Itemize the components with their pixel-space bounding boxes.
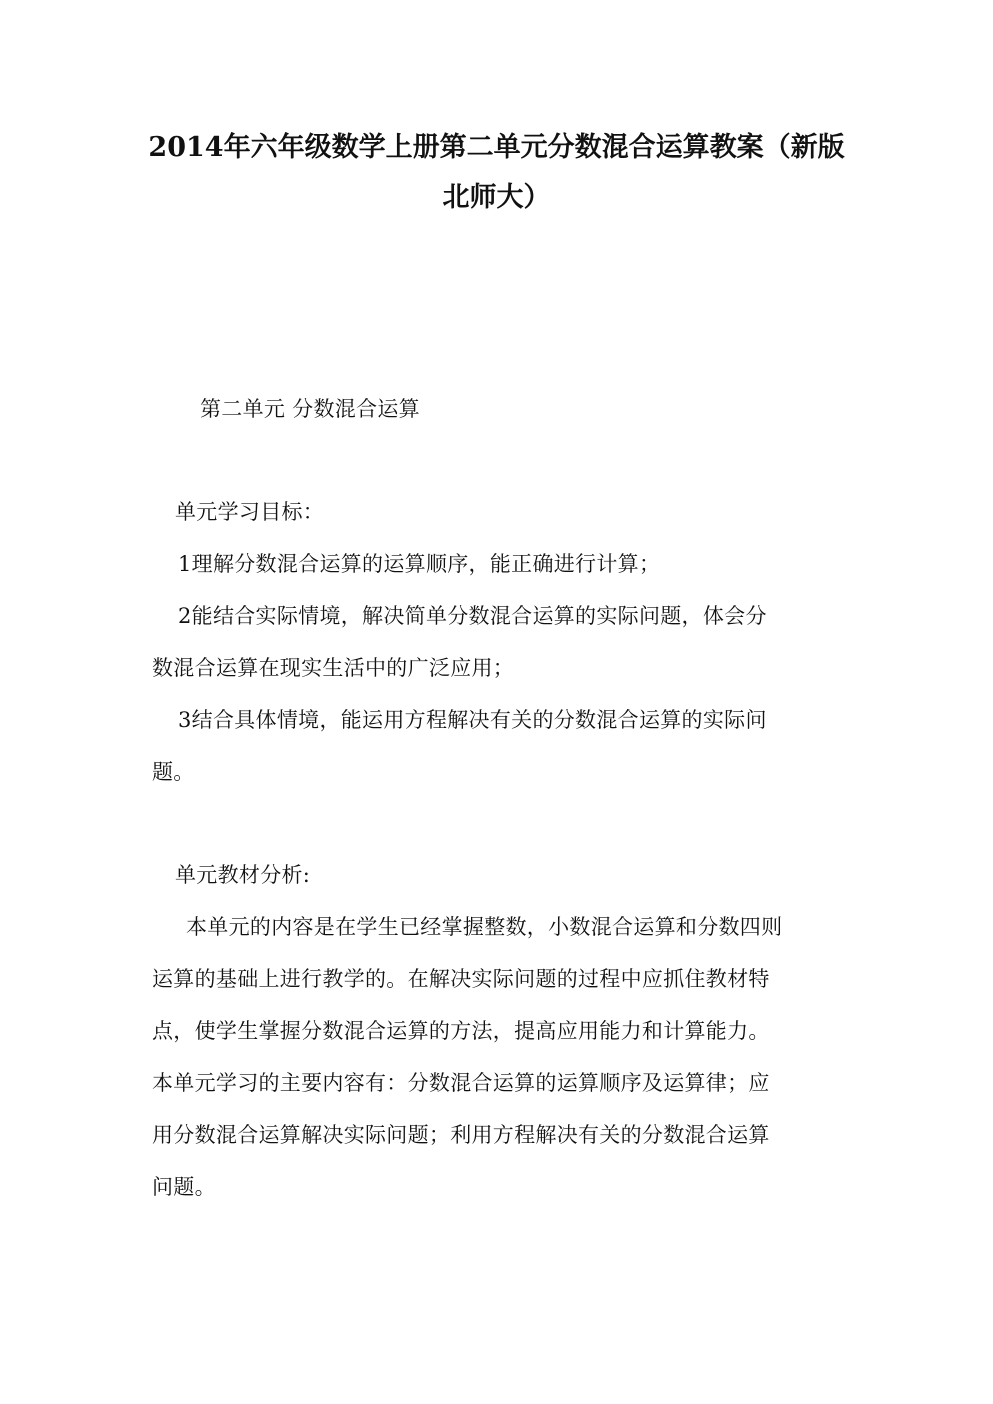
goal-item-2-line-2: 数混合运算在现实生活中的广泛应用； (152, 656, 515, 680)
unit-heading: 第二单元 分数混合运算 (200, 397, 420, 421)
goals-heading: 单元学习目标： (175, 500, 325, 524)
goal-item-3-line-2: 题。 (152, 760, 195, 784)
goal-item-3-line-1: 3结合具体情境，能运用方程解决有关的分数混合运算的实际问 (178, 708, 767, 732)
analysis-line-1: 本单元的内容是在学生已经掌握整数，小数混合运算和分数四则 (186, 915, 783, 939)
analysis-line-6: 问题。 (152, 1175, 216, 1199)
analysis-heading: 单元教材分析: (175, 863, 311, 887)
analysis-line-5: 用分数混合运算解决实际问题；利用方程解决有关的分数混合运算 (152, 1123, 770, 1147)
analysis-line-3: 点，使学生掌握分数混合运算的方法，提高应用能力和计算能力。 (152, 1019, 770, 1043)
document-title-line-2: 北师大） (442, 182, 551, 213)
document-title-line-1: 2014年六年级数学上册第二单元分数混合运算教案（新版 (148, 132, 845, 163)
goal-item-2-line-1: 2能结合实际情境，解决简单分数混合运算的实际问题，体会分 (178, 604, 767, 628)
goal-item-1: 1理解分数混合运算的运算顺序，能正确进行计算； (178, 552, 661, 576)
analysis-line-4: 本单元学习的主要内容有：分数混合运算的运算顺序及运算律；应 (152, 1071, 770, 1095)
analysis-line-2: 运算的基础上进行教学的。在解决实际问题的过程中应抓住教材特 (152, 967, 770, 991)
